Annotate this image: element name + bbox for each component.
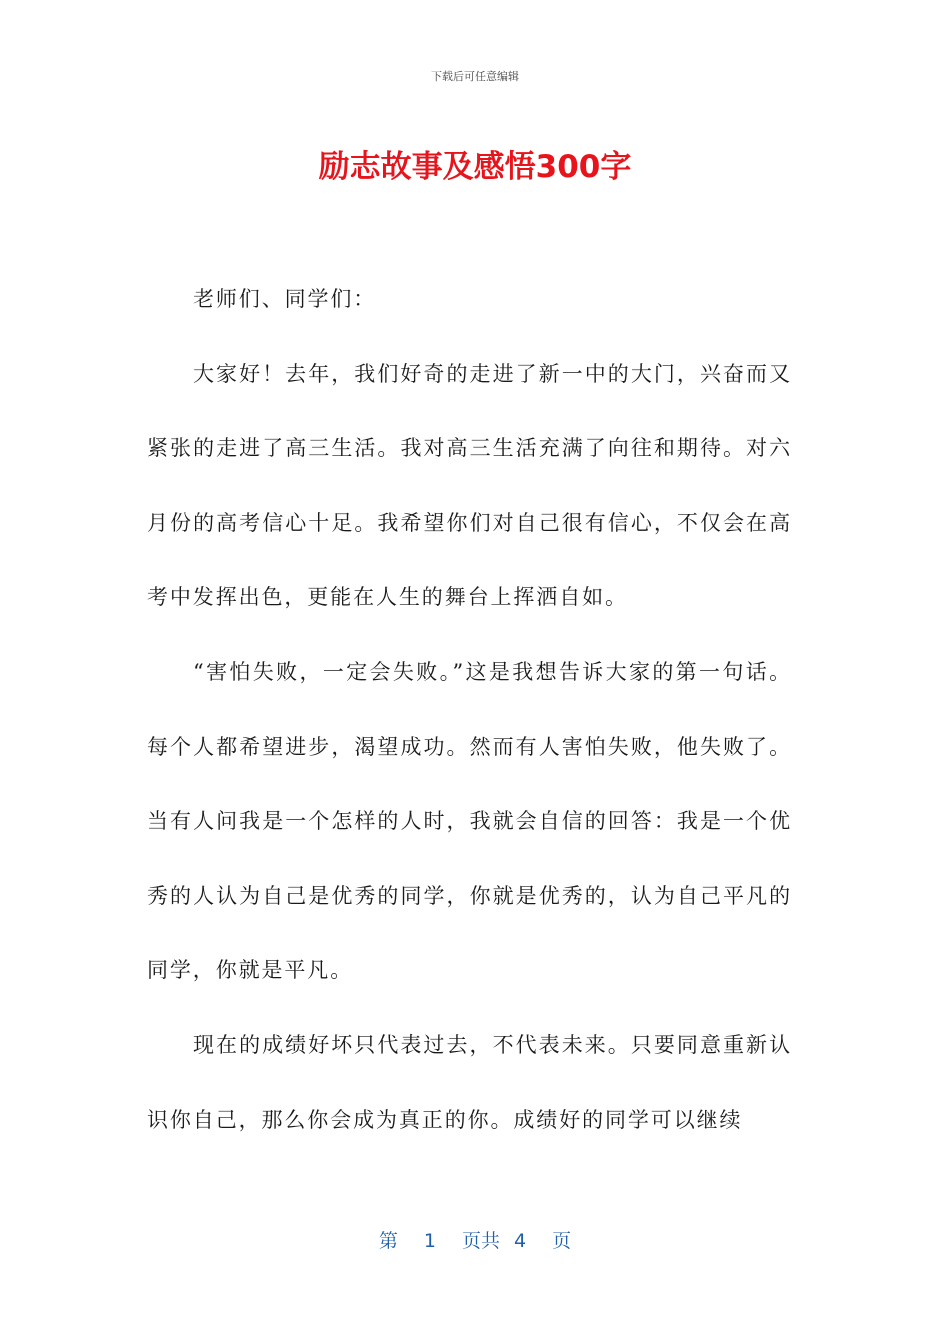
footer-total-pages: 4 <box>514 1230 527 1252</box>
footer-prefix: 第 <box>378 1230 398 1252</box>
document-body <box>147 262 792 1157</box>
body-paragraph-2: “害怕失败，一定会失败。”这是我想告诉大家的第一句话。每个人都希望进步，渴望成功。然而有人害怕失败，他失败了。当有人问我是一个怎样的人时，我就会自信的回答：我是一个优秀的人认为自己是优秀的同学，你就是优秀的，认为自己平凡的同学，你就是平凡。 <box>147 659 792 983</box>
header-note: 下载后可任意编辑 <box>431 70 519 83</box>
body-paragraph-3: 现在的成绩好坏只代表过去，不代表未来。只要同意重新认识你自己，那么你会成为真正的你。成绩好的同学可以继续 <box>147 1032 792 1132</box>
page-footer <box>0 1226 950 1253</box>
footer-suffix: 页 <box>552 1230 572 1252</box>
footer-middle: 页共 <box>461 1230 500 1252</box>
body-paragraph-1: 大家好！去年，我们好奇的走进了新一中的大门，兴奋而又紧张的走进了高三生活。我对高三生活充满了向往和期待。对六月份的高考信心十足。我希望你们对自己很有信心，不仅会在高考中发挥出色，更能在人生的舞台上挥洒自如。 <box>147 361 792 610</box>
footer-current-page: 1 <box>423 1230 436 1252</box>
greeting-paragraph: 老师们、同学们： <box>193 287 377 311</box>
document-title: 励志故事及感悟300字 <box>318 149 632 185</box>
